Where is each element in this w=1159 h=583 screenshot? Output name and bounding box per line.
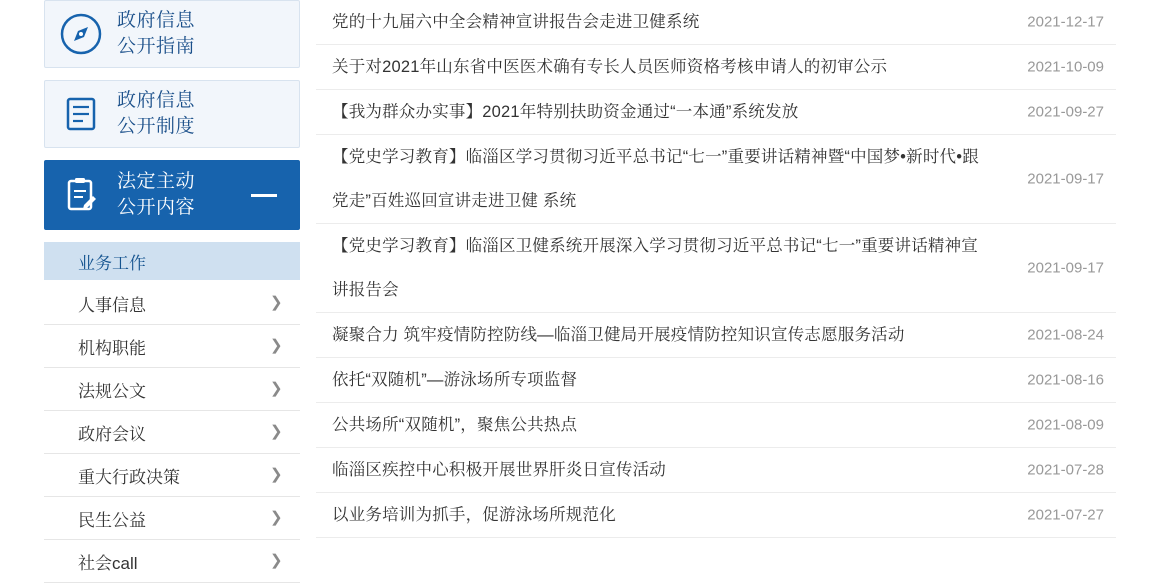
sidebar-card-label: 政府信息 公开指南: [117, 10, 196, 57]
news-date: 2021-09-17: [1027, 170, 1104, 188]
news-date: 2021-10-09: [1027, 58, 1104, 76]
sidebar-card-label: 政府信息 公开制度: [117, 90, 196, 137]
sidebar-card-gov-info-guide[interactable]: [44, 0, 300, 68]
list-item[interactable]: [316, 313, 1116, 358]
collapse-toggle-icon[interactable]: [251, 194, 277, 197]
sidebar-item-label: 法规公文: [78, 381, 146, 401]
sidebar-item-regulations[interactable]: [44, 368, 300, 411]
chevron-right-icon: ❯: [270, 466, 283, 483]
news-title[interactable]: 【党史学习教育】临淄区卫健系统开展深入学习贯彻习近平总书记“七一”重要讲话精神宣讲报告会: [332, 237, 978, 299]
news-date: 2021-12-17: [1027, 13, 1104, 31]
news-date: 2021-09-17: [1027, 259, 1104, 277]
clipboard-pen-icon: [45, 173, 117, 217]
news-date: 2021-09-27: [1027, 103, 1104, 121]
sidebar-item-partial[interactable]: [44, 540, 300, 583]
chevron-right-icon: ❯: [270, 509, 283, 526]
sidebar-item-public-welfare[interactable]: [44, 497, 300, 540]
news-date: 2021-08-16: [1027, 371, 1104, 389]
sidebar-card-gov-info-system[interactable]: [44, 80, 300, 148]
chevron-right-icon: ❯: [270, 380, 283, 397]
news-title[interactable]: 以业务培训为抓手，促游泳场所规范化: [332, 506, 616, 524]
news-title[interactable]: 【我为群众办实事】2021年特别扶助资金通过“一本通”系统发放: [332, 103, 799, 121]
sidebar-card-label: 法定主动 公开内容: [117, 171, 196, 218]
chevron-right-icon: ❯: [270, 337, 283, 354]
list-item[interactable]: [316, 135, 1116, 224]
sidebar-card-statutory-disclosure[interactable]: [44, 160, 300, 230]
sidebar-item-label: 政府会议: [78, 424, 146, 444]
news-date: 2021-07-28: [1027, 461, 1104, 479]
sidebar-item-personnel[interactable]: [44, 282, 300, 325]
news-date: 2021-08-24: [1027, 326, 1104, 344]
sidebar: [44, 0, 300, 573]
chevron-right-icon: ❯: [270, 552, 283, 569]
sidebar-item-org-functions[interactable]: [44, 325, 300, 368]
sidebar-item-gov-meetings[interactable]: [44, 411, 300, 454]
list-item[interactable]: [316, 45, 1116, 90]
list-item[interactable]: [316, 448, 1116, 493]
news-date: 2021-07-27: [1027, 506, 1104, 524]
compass-icon: [45, 12, 117, 56]
sidebar-sub-list: [44, 282, 300, 583]
sidebar-item-major-decisions[interactable]: [44, 454, 300, 497]
sidebar-item-label: 重大行政决策: [78, 467, 180, 487]
list-item[interactable]: [316, 224, 1116, 313]
sidebar-item-label: 机构职能: [78, 338, 146, 358]
news-title[interactable]: 依托“双随机”—游泳场所专项监督: [332, 371, 578, 389]
document-list-icon: [45, 92, 117, 136]
news-title[interactable]: 公共场所“双随机”，聚焦公共热点: [332, 416, 578, 434]
list-item[interactable]: [316, 493, 1116, 538]
list-item[interactable]: [316, 358, 1116, 403]
news-list: [316, 0, 1116, 559]
sidebar-subheader-business-work[interactable]: 业务工作: [44, 242, 300, 280]
list-item[interactable]: [316, 0, 1116, 45]
news-title[interactable]: 凝聚合力 筑牢疫情防控防线—临淄卫健局开展疫情防控知识宣传志愿服务活动: [332, 326, 905, 344]
sidebar-item-label: 民生公益: [78, 510, 146, 530]
news-date: 2021-08-09: [1027, 416, 1104, 434]
news-title[interactable]: 党的十九届六中全会精神宣讲报告会走进卫健系统: [332, 13, 700, 31]
sidebar-item-label: 人事信息: [78, 295, 146, 315]
news-title[interactable]: 关于对2021年山东省中医医术确有专长人员医师资格考核申请人的初审公示: [332, 58, 888, 76]
news-title[interactable]: 临淄区疾控中心积极开展世界肝炎日宣传活动: [332, 461, 666, 479]
news-title[interactable]: 【党史学习教育】临淄区学习贯彻习近平总书记“七一”重要讲话精神暨“中国梦•新时代•跟党走”百姓巡回宣讲走进卫健 系统: [332, 148, 979, 210]
chevron-right-icon: ❯: [270, 423, 283, 440]
chevron-right-icon: ❯: [270, 294, 283, 311]
list-item[interactable]: [316, 90, 1116, 135]
list-item[interactable]: [316, 403, 1116, 448]
sidebar-item-label: 社会call: [78, 553, 138, 573]
